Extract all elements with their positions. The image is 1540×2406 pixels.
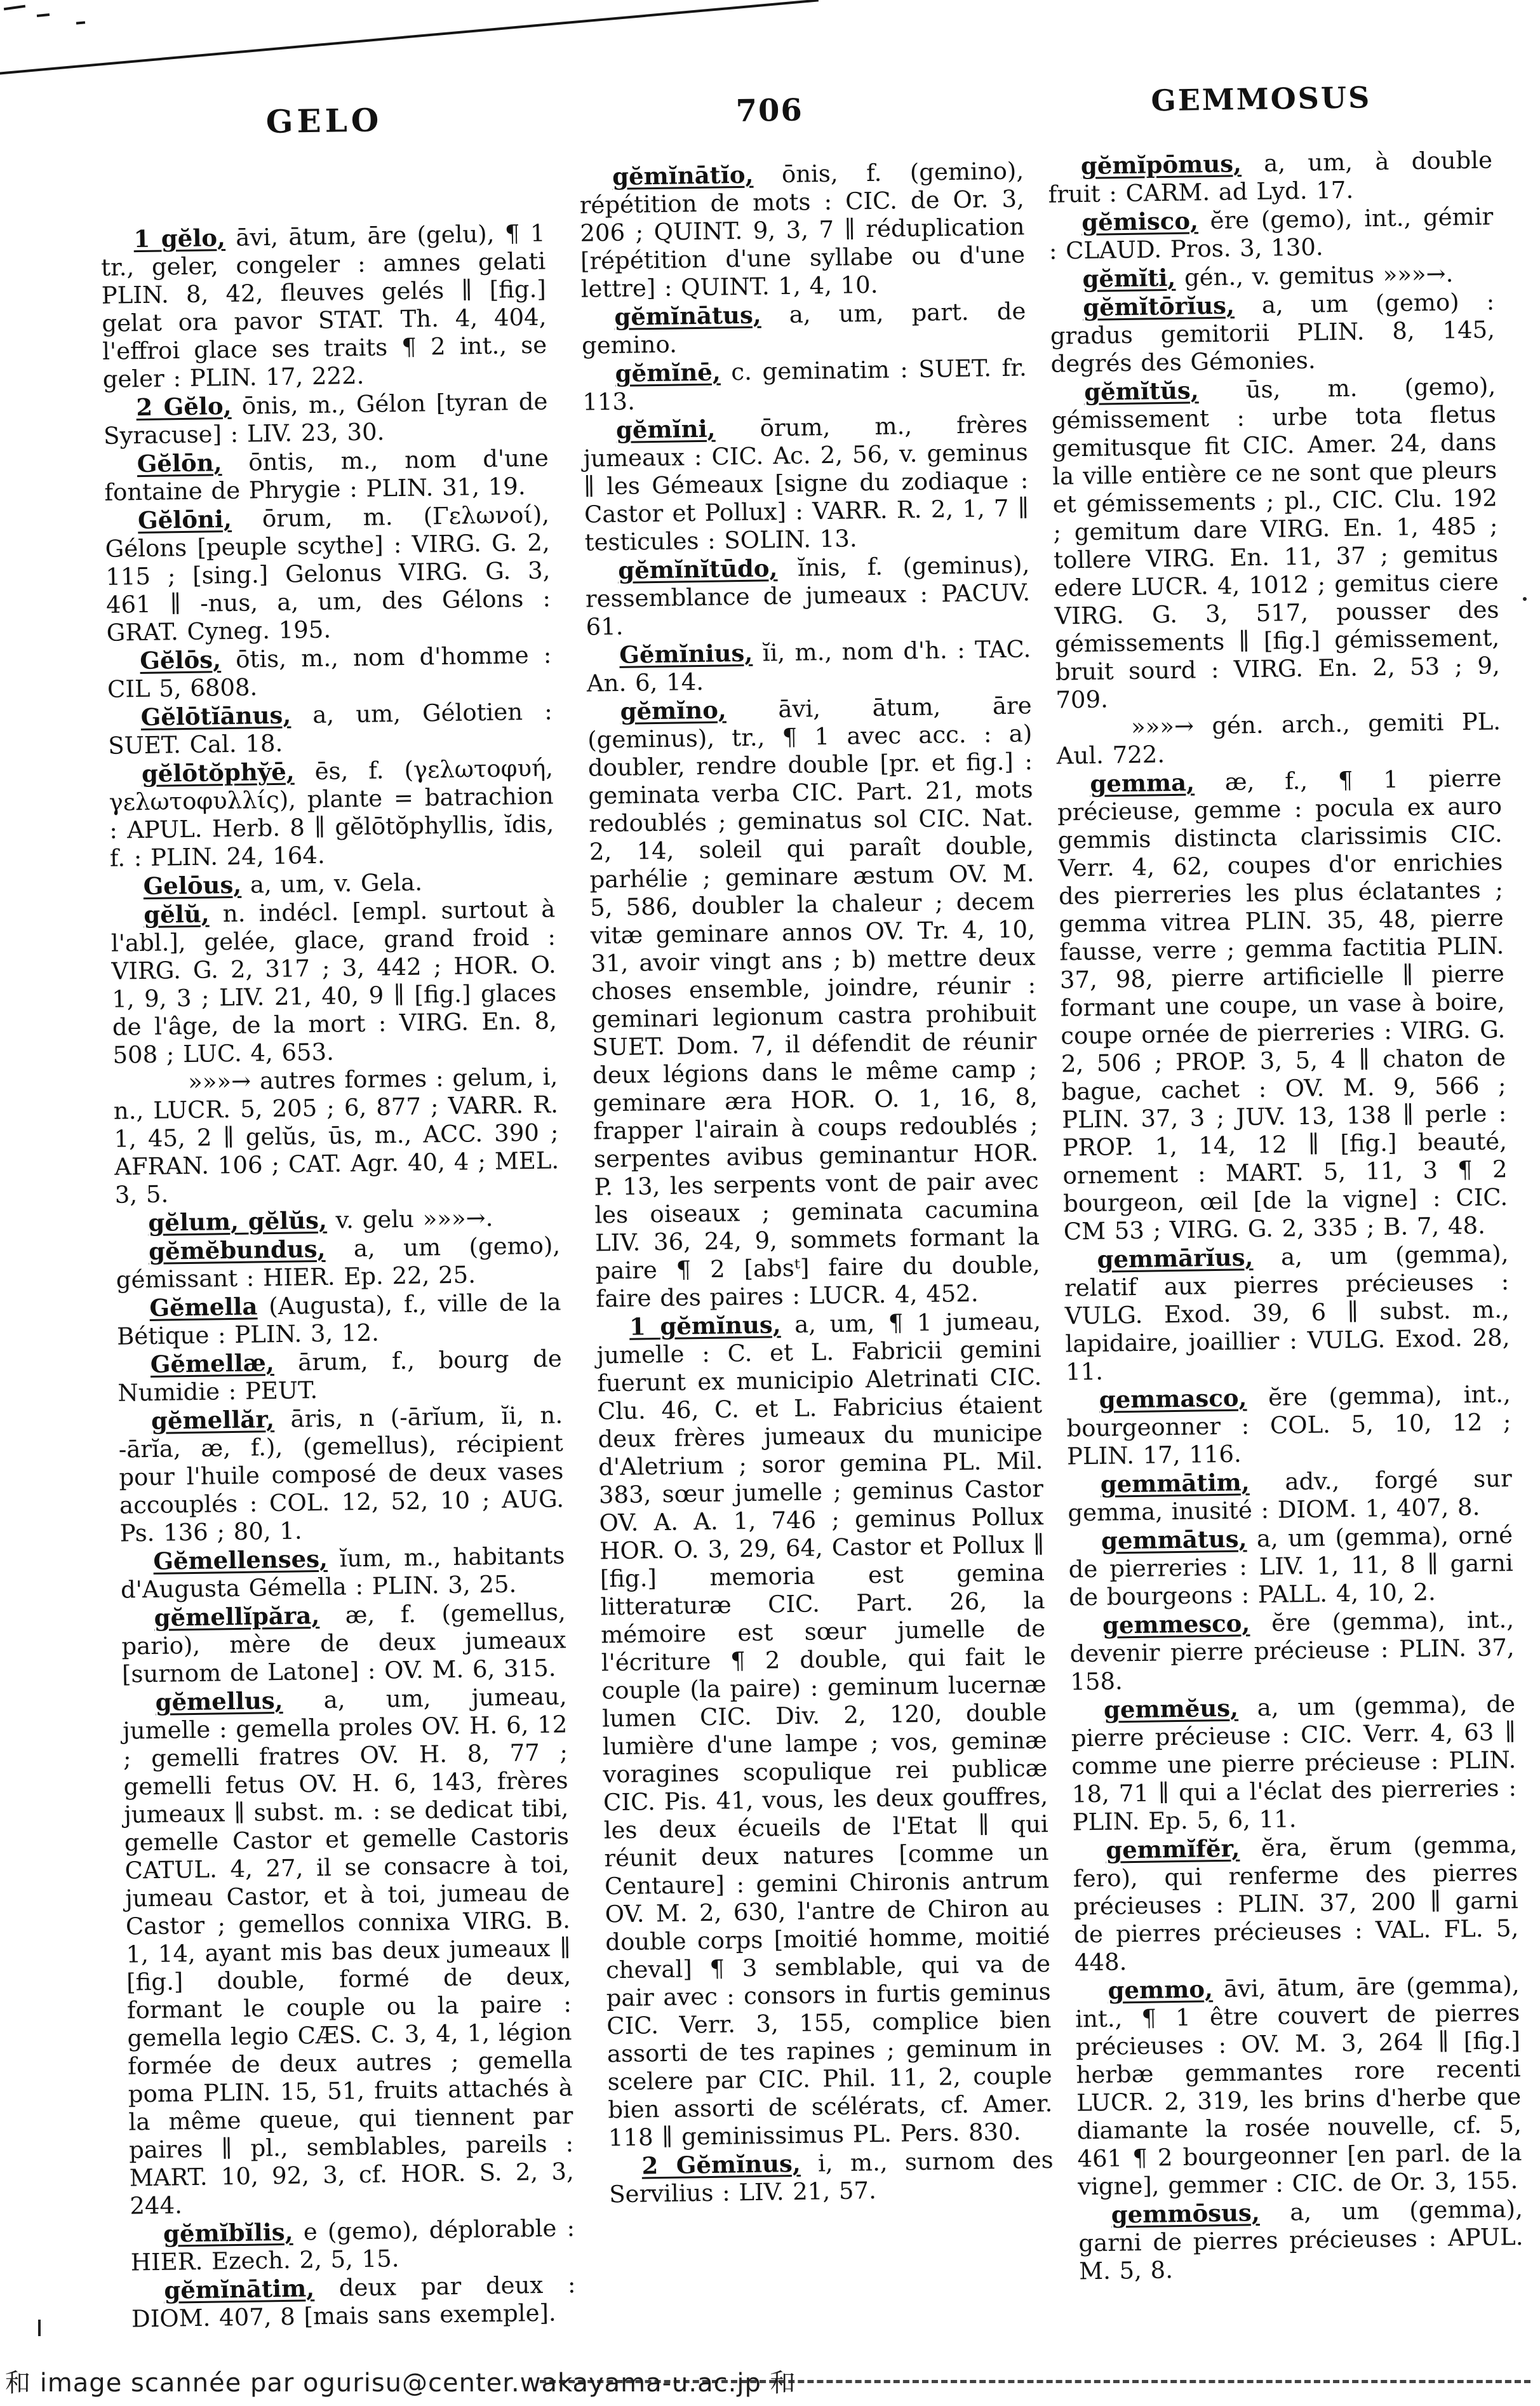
dictionary-entry xyxy=(1071,1690,1517,1836)
scan-artifact-dash xyxy=(4,5,25,11)
entry-text: n. indécl. [empl. surtout à l'abl.], gelée, glace, grand froid : VIRG. G. 2, 317 ; 3, 442 ; HOR. O. 1, 9, 3 ; LIV. 21, 40, 9 ∥ [fig.] glaces de l'âge, de la mort : VIRG. En. 8, 508 ; LUC. 4, 653. xyxy=(110,895,558,1069)
dictionary-entry xyxy=(110,894,558,1069)
entry-text: deux par deux : DIOM. 407, 8 [mais sans exemple]. xyxy=(131,2271,576,2333)
dictionary-entry xyxy=(581,297,1026,360)
dictionary-entry xyxy=(104,443,549,506)
scan-artifact-diagonal-line xyxy=(0,0,819,75)
dictionary-entry xyxy=(103,387,548,450)
entry-headword: Gĕmellæ, xyxy=(150,1348,275,1378)
entry-headword: gĕmĭnē, xyxy=(615,358,721,387)
entry-text: v. gelu »»»→. xyxy=(335,1204,493,1234)
entry-headword: gemmĭfĕr, xyxy=(1105,1834,1240,1864)
entry-headword: gemmātus, xyxy=(1101,1524,1247,1555)
entry-text: ūs, m. (gemo), gémissement : urbe tota fletus gemitusque fit CIC. Amer. 24, dans la ville entière ce ne sont que pleurs et gémissements ; pl., CIC. Clu. 192 ; gemitum dare VIRG. En. 1, 485 ; tollere VIRG. En. 11, 37 ; gemitus edere LUCR. 4, 1012 ; gemitus ciere VIRG. G. 3, 517, pousser des gémissements ∥ [fig.] gémissement, bruit sourd : VIRG. En. 2, 53 ; 9, 709. xyxy=(1051,372,1501,714)
entry-headword: gemmārĭus, xyxy=(1097,1243,1254,1274)
dictionary-entry xyxy=(1075,1970,1522,2201)
dictionary-entry xyxy=(1069,1605,1515,1696)
dictionary-entry xyxy=(1051,372,1501,714)
entry-text: a, um, v. Gela. xyxy=(250,868,423,899)
entry-headword: 2 Gĕmĭnus, xyxy=(641,2149,801,2180)
entry-headword: gĕmĭbĭlis, xyxy=(163,2217,293,2248)
entry-headword: gĕmĭno, xyxy=(620,696,727,725)
entry-text: ōrum, m., frères jumeaux : CIC. Ac. 2, 56, v. geminus ∥ les Gémeaux [signe du zodiaque : Castor et Pollux] : VARR. R. 2, 1, 7 ∥ testicules : SOLIN. 13. xyxy=(583,410,1029,556)
scan-artifact-dash xyxy=(37,13,50,17)
entry-headword: gĕmĭti, xyxy=(1082,263,1176,293)
entry-text: a, um (gemma), garni de pierres précieuses : APUL. M. 5, 8. xyxy=(1078,2195,1523,2285)
entry-text: ōrum, m. (Γελωνοί), Gélons [peuple scythe] : VIRG. G. 2, 115 ; [sing.] Gelonus VIRG. G. 3, 461 ∥ -nus, a, um, des Gélons : GRAT. Cyneg. 195. xyxy=(105,501,551,647)
entry-headword: gĕmĭtŭs, xyxy=(1083,376,1199,406)
entry-headword: Gĕlōtĭānus, xyxy=(140,701,291,732)
entry-text: ōntis, m., nom d'une fontaine de Phrygie : PLIN. 31, 19. xyxy=(104,444,549,506)
entry-headword: Gelōus, xyxy=(143,870,242,901)
entry-text: a, um (gemo), gémissant : HIER. Ep. 22, 25. xyxy=(116,1232,561,1294)
dictionary-entry xyxy=(107,697,552,760)
dictionary-entry xyxy=(1048,145,1493,208)
entry-headword: gĕmĭnātĭo, xyxy=(612,160,754,191)
entry-headword: gemmātim, xyxy=(1100,1468,1250,1498)
entry-headword: gĕmĭnĭtūdo, xyxy=(618,554,778,584)
entry-headword: gemmasco, xyxy=(1099,1383,1247,1414)
entry-text: ārum, f., bourg de Numidie : PEUT. xyxy=(117,1345,563,1407)
dictionary-entry xyxy=(131,2270,576,2333)
scan-artifact-speck xyxy=(38,2320,41,2336)
column xyxy=(579,156,1054,2208)
entry-headword: Gĕmella xyxy=(149,1292,258,1322)
entry-headword: gĕlŭ, xyxy=(143,899,210,929)
entry-headword: Gĕlōs, xyxy=(140,645,222,675)
entry-text: ĕra, ĕrum (gemma, fero), qui renferme des pierres précieuses : PLIN. 37, 200 ∥ garni de pierres précieuses : VAL. FL. 5, 448. xyxy=(1073,1831,1519,1977)
entry-text: a, um (gemma), de pierre précieuse : CIC. Verr. 4, 63 ∥ comme une pierre précieuse : PLIN. 18, 71 ∥ qui a l'éclat des pierreries : PLIN. Ep. 5, 6, 11. xyxy=(1071,1690,1517,1836)
entry-text: a, um (gemo) : gradus gemitorii PLIN. 8, 145, degrés des Gémonies. xyxy=(1050,288,1496,378)
entry-text: a, um, Gélotien : SUET. Cal. 18. xyxy=(108,697,552,760)
dictionary-entry xyxy=(122,1682,574,2220)
dictionary-entry xyxy=(107,640,552,703)
entry-headword: Gĕlōni, xyxy=(137,504,232,535)
entry-headword: gĕlōtŏphy̆ē, xyxy=(141,757,295,788)
entry-text: ĕre (gemo), int., gémir : CLAUD. Pros. 3, 130. xyxy=(1048,203,1494,265)
dictionary-entry xyxy=(120,1541,565,1604)
page-number: 706 xyxy=(735,92,804,130)
entry-headword: gĕmĭnātim, xyxy=(164,2274,315,2304)
dictionary-entry xyxy=(105,500,551,647)
entry-headword: gemmōsus, xyxy=(1111,2198,1260,2229)
entry-text: a, um, part. de gemino. xyxy=(581,297,1026,360)
entry-text: ēs, f. (γελωτοφυή, γελωτοφυλλίς), plante = batrachion : APUL. Herb. 8 ∥ gĕlōtŏphyllis, ĭdis, f. : PLIN. 24, 164. xyxy=(109,754,554,872)
entry-text: āris, n (-ārĭum, ĭi, n. -ārĭa, æ, f.), (gemellus), récipient pour l'huile composé de deux vases accouplés : COL. 12, 52, 10 ; AUG. Ps. 136 ; 80, 1. xyxy=(118,1401,565,1547)
dictionary-entry xyxy=(608,2146,1054,2208)
dictionary-entry xyxy=(586,635,1031,697)
scan-artifact-speck xyxy=(1523,597,1527,601)
dictionary-entry xyxy=(1073,1830,1519,1977)
entry-text: a, um, jumeau, jumelle : gemella proles OV. H. 6, 12 ; gemelli fratres OV. H. 8, 77 ; gemelli fetus OV. H. 6, 143, frères jumeaux ∥ subst. m. : se dedicat tibi, gemelle Castor et gemelle Castoris CATUL. 4, 27, il se consacre à toi, jumeau Castor, et à toi, jumeau de Castor ; gemellos connixa VIRG. B. 1, 14, ayant mis bas deux jumeaux ∥ [fig.] double, formé de deux, formant le couple ou la paire : gemella legio CÆS. C. 3, 4, 1, légion formée de deux autres ; gemella poma PLIN. 15, 51, fruits attachés à la même queue, qui tiennent par paires ∥ pl., semblables, pareils : MART. 10, 92, 3, cf. HOR. S. 2, 3, 244. xyxy=(123,1683,575,2220)
entry-text: a, um, ¶ 1 jumeau, jumelle : C. et L. Fabricii gemini fuerunt ex municipio Aletrinati CIC. Clu. 46, C. et L. Fabricius étaient deux frères jumeaux du municipe d'Aletrium ; soror gemina PL. Mil. 383, sœur jumelle ; geminus Castor OV. A. A. 1, 746 ; geminus Pollux HOR. O. 3, 29, 64, Castor et Pollux ∥ [fig.] memoria est gemina litteraturæ CIC. Part. 26, la mémoire est sœur jumelle de l'écriture ¶ 2 double, qui fait le couple (la paire) : geminum lucernæ lumen CIC. Div. 2, 120, double lumière d'une lampe ; vos, geminæ voragines scopulique rei publicæ CIC. Pis. 41, vous, les deux gouffres, les deux écueils de l'Etat ∥ qui réunit deux natures [comme un Centaure] : gemini Chironis antrum OV. M. 2, 630, l'antre de Chiron au double corps [moitié homme, moitié cheval] ¶ 3 semblable, qui va de pair avec : consors in furtis geminus CIC. Verr. 3, 155, complice bien assorti de tes rapines ; geminum in scelere par CIC. Phil. 11, 2, couple bien assorti de scélérats, cf. Amer. 118 ∥ geminissimus PL. Pers. 830. xyxy=(596,1307,1053,2152)
dictionary-entry xyxy=(585,550,1031,641)
entry-headword: gĕmĕbundus, xyxy=(148,1234,326,1265)
dictionary-entry xyxy=(1048,202,1494,265)
dictionary-entry xyxy=(582,353,1027,416)
entry-text: e (gemo), déplorable : HIER. Ezech. 2, 5, 15. xyxy=(130,2214,575,2276)
entry-headword: gĕmisco, xyxy=(1081,206,1199,236)
dictionary-entry xyxy=(116,1287,561,1350)
entry-text: i, m., surnom des Servilius : LIV. 21, 57. xyxy=(608,2146,1054,2208)
dictionary-entry xyxy=(116,1231,561,1294)
scanner-credit-line: 和 image scannée par ogurisu@center.wakayama-u.ac.jp 和 xyxy=(5,2369,796,2398)
dictionary-entry xyxy=(109,753,555,872)
entry-text: ĭnis, f. (geminus), ressemblance de jumeaux : PACUV. 61. xyxy=(585,551,1031,641)
dictionary-entry xyxy=(130,2214,575,2276)
entry-text: ĭi, m., nom d'h. : TAC. An. 6, 14. xyxy=(586,635,1031,697)
entry-text: ĕre (gemma), int., devenir pierre précieuse : PLIN. 37, 158. xyxy=(1069,1606,1515,1696)
entry-text: (Augusta), f., ville de la Bétique : PLIN. 3, 12. xyxy=(116,1288,561,1350)
entry-headword: Gĕmĭnius, xyxy=(619,638,753,669)
dictionary-entry xyxy=(1067,1464,1512,1527)
running-head-right: GEMMOSUS xyxy=(1151,80,1372,118)
dictionary-entry xyxy=(113,1063,559,1209)
dictionary-entry xyxy=(1064,1239,1510,1386)
entry-headword: gĕlum, gĕlŭs, xyxy=(148,1206,328,1237)
entry-headword: gĕmĭnātus, xyxy=(614,300,761,331)
entry-headword: 1 gĕmĭnus, xyxy=(629,1310,781,1341)
dictionary-entry xyxy=(117,1344,562,1407)
entry-text: ĕre (gemma), int., bourgeonner : COL. 5, 10, 12 ; PLIN. 17, 116. xyxy=(1066,1380,1511,1470)
running-head-left: GELO xyxy=(265,101,383,141)
entry-text: a, um (gemma), orné de pierreries : LIV. 1, 11, 8 ∥ garni de bourgeons : PALL. 4, 10, 2. xyxy=(1068,1521,1513,1611)
entry-headword: gĕmĭtōrĭus, xyxy=(1082,291,1235,321)
entry-text: a, um, à double fruit : CARM. ad Lyd. 17. xyxy=(1048,146,1493,208)
entry-text: adv., forgé sur gemma, inusité : DIOM. 1, 407, 8. xyxy=(1068,1465,1513,1527)
entry-text: a, um (gemma), relatif aux pierres précieuses : VULG. Exod. 39, 6 ∥ subst. m., lapidaire, joaillier : VULG. Exod. 28, 11. xyxy=(1064,1240,1510,1386)
entry-text: c. geminatim : SUET. fr. 113. xyxy=(582,354,1028,416)
column xyxy=(100,219,576,2334)
entry-headword: 2 Gĕlo, xyxy=(136,391,232,422)
entry-text: āvi, ātum, āre (gemma), int., ¶ 1 être couvert de pierres précieuses : OV. M. 3, 264 ∥ [fig.] herbæ gemmantes rore recenti LUCR. 2, 319, les brins d'herbe que diamante la rosée nouvelle, cf. 5, 461 ¶ 2 bourgeonner [en parl. de la vigne], gemmer : CIC. de Or. 3, 155. xyxy=(1075,1971,1522,2201)
entry-headword: 1 gĕlo, xyxy=(133,223,226,253)
dictionary-entry xyxy=(587,691,1040,1313)
dictionary-entry xyxy=(1066,1380,1511,1470)
dictionary-entry xyxy=(583,410,1029,556)
entry-text: »»»→ gén. arch., gemiti PL. Aul. 722. xyxy=(1056,708,1501,770)
entry-text: »»»→ autres formes : gelum, i, n., LUCR. 5, 205 ; 6, 877 ; VARR. R. 1, 45, 2 ∥ gelŭs, ūs, m., ACC. 390 ; AFRAN. 106 ; CAT. Agr. 40, 4 ; MEL. 3, 5. xyxy=(113,1063,559,1209)
entry-text: gén., v. gemitus »»»→. xyxy=(1184,260,1454,292)
entry-headword: Gĕmellenses, xyxy=(153,1544,328,1575)
entry-text: āvi, ātum, āre (geminus), tr., ¶ 1 avec acc. : a) doubler, rendre double [pr. et fig.] : geminata verba CIC. Part. 21, mots redoublés ; geminatus sol CIC. Nat. 2, 14, soleil qui paraît double, parhélie ; geminare æstum OV. M. 5, 586, doubler la chaleur ; decem vitæ geminare annos OV. Tr. 4, 10, 31, avoir vingt ans ; b) mettre deux choses ensemble, joindre, réunir : geminari legionum castra prohibuit SUET. Dom. 7, il défendit de réunir deux légions dans le même camp ; geminare æra HOR. O. 1, 16, 8, frapper l'airain à coups redoublés ; serpentes avibus geminantur HOR. P. 13, les serpents vont de pair avec les oiseaux ; geminata cacumina LIV. 36, 24, 9, sommets formant la paire ¶ 2 [absᵗ] faire du double, faire des paires : LUCR. 4, 452. xyxy=(587,692,1040,1313)
dictionary-entry xyxy=(118,1401,565,1547)
entry-text: æ, f. (gemellus, pario), mère de deux jumeaux [surnom de Latone] : OV. M. 6, 315. xyxy=(121,1598,566,1688)
dictionary-entry xyxy=(596,1307,1054,2152)
entry-text: ōtis, m., nom d'homme : CIL 5, 6808. xyxy=(107,641,552,703)
entry-headword: gĕmĭni, xyxy=(615,414,716,444)
dictionary-entry xyxy=(579,156,1026,303)
entry-text: ōnis, f. (gemino), répétition de mots : CIC. de Or. 3, 206 ; QUINT. 9, 3, 7 ∥ réduplication [répétition d'une syllabe ou d'une lettre] : QUINT. 1, 4, 10. xyxy=(579,157,1026,303)
entry-headword: gĕmellus, xyxy=(155,1686,283,1716)
entry-headword: gemmo, xyxy=(1108,1975,1214,2005)
scan-artifact-dash xyxy=(76,21,85,24)
entry-text: ĭum, m., habitants d'Augusta Gémella : PLIN. 3, 25. xyxy=(120,1542,565,1604)
entry-headword: gĕmĭpōmus, xyxy=(1080,149,1242,180)
entry-headword: Gĕlōn, xyxy=(137,448,222,478)
dictionary-entry xyxy=(1057,763,1508,1246)
dictionary-entry xyxy=(1050,287,1496,378)
dictionary-entry xyxy=(1078,2194,1524,2285)
entry-headword: gemmĕus, xyxy=(1103,1693,1239,1724)
dictionary-entry xyxy=(121,1597,566,1688)
entry-text: æ, f., ¶ 1 pierre précieuse, gemme : pocula ex auro gemmis distincta clarissimis CIC. Verr. 4, 62, coupes d'or enrichies des pierreries les plus éclatantes ; gemma vitrea PLIN. 35, 48, pierre fausse, verre ; gemma factitia PLIN. 37, 98, pierre artificielle ∥ pierre formant une coupe, un vase à boire, coupe ornée de pierreries : VIRG. G. 2, 506 ; PROP. 3, 5, 4 ∥ chaton de bague, cachet : OV. M. 9, 566 ; PLIN. 37, 3 ; JUV. 13, 138 ∥ perle : PROP. 1, 14, 12 ∥ [fig.] beauté, ornement : MART. 5, 11, 3 ¶ 2 bourgeon, œil [de la vigne] : CIC. CM 53 ; VIRG. G. 2, 335 ; B. 7, 48. xyxy=(1057,764,1508,1246)
entry-text: ōnis, m., Gélon [tyran de Syracuse] : LIV. 23, 30. xyxy=(103,387,548,450)
page-content xyxy=(95,68,1536,2349)
entry-headword: gĕmellăr, xyxy=(151,1405,275,1435)
dictionary-entry xyxy=(1056,708,1501,770)
entry-headword: gemma, xyxy=(1090,768,1195,798)
entry-text: āvi, ātum, āre (gelu), ¶ 1 tr., geler, congeler : amnes gelati PLIN. 8, 42, fleuves gelés ∥ [fig.] gelat ora pavor STAT. Th. 4, 404, l'effroi glace ses traits ¶ 2 int., se geler : PLIN. 17, 222. xyxy=(100,219,547,393)
dictionary-entry xyxy=(100,219,547,394)
column xyxy=(1048,145,1524,2285)
dictionary-entry xyxy=(1068,1521,1514,1611)
entry-headword: gemmesco, xyxy=(1102,1609,1250,1639)
entry-headword: gĕmellĭpăra, xyxy=(154,1601,320,1632)
